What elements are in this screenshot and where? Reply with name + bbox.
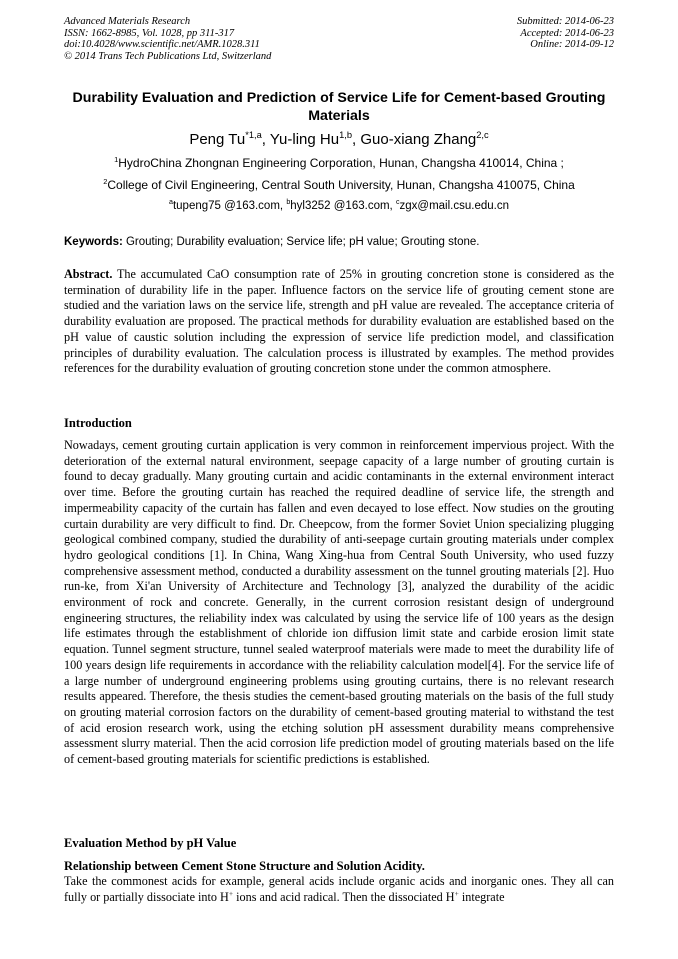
author-superscript: 1,b xyxy=(339,130,352,140)
email-superscript: c xyxy=(395,198,400,207)
online-date: Online: 2014-09-12 xyxy=(530,39,614,50)
subsection-heading: Relationship between Cement Stone Structure and Solution Acidity. xyxy=(64,859,425,873)
abstract-text: The accumulated CaO consumption rate of 25% in grouting concretion stone is considered as the termination of durability life in the paper. Influence factors on the service life of grouting cement stone are studied and the variation laws on the service life, strength and pH value are revealed. The acceptance criteria of durability evaluation are proposed. The practical methods for durability evaluation are established based on the pH value of caustic solution including the expression of service life prediction model, and classification principles of durability evaluation. The calculation process is illustrated by examples. The method provides references for the durability evaluation of grouting concretion stone under the common atmosphere. xyxy=(64,267,614,376)
superscript: + xyxy=(228,888,234,898)
affiliation-superscript: 2 xyxy=(103,177,108,186)
introduction-heading: Introduction xyxy=(64,416,132,430)
affiliation-2 xyxy=(64,178,614,192)
affiliation-text: College of Civil Engineering, Central South University, Hunan, Changsha 410075, China xyxy=(107,178,575,192)
author-list: Peng Tu$^{*1,a}$, Yu-ling Hu$^{1,b}$, Guo-xiang Zhang$^{2,c}$ xyxy=(189,130,489,148)
affiliation-superscript: 1 xyxy=(114,155,119,164)
email-superscript: b xyxy=(286,198,291,207)
author-emails xyxy=(64,199,614,213)
doi: doi:10.4028/www.scientific.net/AMR.1028.311 xyxy=(64,39,260,50)
email-superscript: a xyxy=(169,198,173,207)
issn: ISSN: 1662-8985, Vol. 1028, pp 311-317 xyxy=(64,27,235,39)
affiliation-1 xyxy=(64,156,614,170)
section-heading: Evaluation Method by pH Value xyxy=(64,836,237,850)
email-text: hyl3252 @163.com, xyxy=(290,200,396,212)
section-text-part: Take the commonest acids for example, general acids include organic acids and inorganic ones. They all can fully or partially dissociate into H xyxy=(64,874,614,904)
superscript: + xyxy=(454,888,459,898)
author-name: Peng Tu xyxy=(189,131,246,148)
keywords xyxy=(64,235,614,249)
section-text xyxy=(64,874,614,905)
author-name: Guo-xiang Zhang xyxy=(360,131,477,148)
abstract-label: Abstract. xyxy=(64,267,113,281)
copyright: © 2014 Trans Tech Publications Ltd, Switzerland xyxy=(64,50,272,62)
submitted-date: Submitted: 2014-06-23 xyxy=(516,16,614,27)
keywords-label: Keywords: xyxy=(64,236,123,248)
introduction-text: Nowadays, cement grouting curtain application is very common in reinforcement impervious project. With the deterioration of the external natural environment, seepage capacity of a large number of grouting curtain is found to decay gradually. Many grouting curtain and acidic contaminants in the external environment interact over time. Before the grouting curtain has reached the required deadline of service life, the strength and impermeability capacity of the curtain has fallen and even decayed to lose effect. Now studies on the grouting curtain durability are very difficult to find. Dr. Cheepcow, from the former Soviet Union specializing plugging geological combined company, studied the durability of anti-seepage curtain grouting materials under complex hydro geological conditions [1]. In China, Wang Xing-hua from Central South University, who used fuzzy comprehensive assessment method, conducted a durability assessment on the tunnel grouting materials [2]. Huo run-ke, from Xi'an University of Architecture and Technology [3], analyzed the durability of the acidic environment of rock and concrete. Generally, in the current corrosion resistant design of underground engineering structures, the reliability index was calculated by using the service life of 100 years as the design life estimates through the establishment of chloride ion diffusion limit state and carbide erosion limit state equation. Tunnel segment structure, tunnel sealed waterproof materials were made to meet the durability life of 100 years design life requirements in accordance with the reliability calculation model[4]. For the service life of a large number of underground engineering problems using grouting curtains, there is no relevant research results appeared. Therefore, the thesis studies the cement-based grouting materials on the basis of the full study on grouting material corrosion factors on the durability of cement-based grouting material to withstand the test of acid erosion research work, using the etching solution pH assessment durability means comprehensive assessment slurry material. Then the acid corrosion life prediction model of grouting materials based on the life of cement-based grouting materials for scientific predictions is established. xyxy=(64,438,614,767)
accepted-date: Accepted: 2014-06-23 xyxy=(520,27,614,39)
email-text: tupeng75 @163.com, xyxy=(172,200,287,212)
section-text-part: ions and acid radical. Then the dissociated H xyxy=(233,889,455,904)
author-superscript: *1,a xyxy=(245,130,262,140)
journal-name: Advanced Materials Research xyxy=(64,16,191,27)
email-text: zgx@mail.csu.edu.cn xyxy=(399,200,509,212)
author-superscript: 2,c xyxy=(476,130,489,140)
paper-title: Durability Evaluation and Prediction of Service Life for Cement-based Grouting Materials xyxy=(72,90,606,124)
affiliation-text: HydroChina Zhongnan Engineering Corporation, Hunan, Changsha 410014, China ; xyxy=(118,156,564,170)
keywords-text: Grouting; Durability evaluation; Service life; pH value; Grouting stone. xyxy=(122,236,480,248)
journal-info xyxy=(64,16,271,62)
publication-dates xyxy=(517,16,614,51)
author-name: Yu-ling Hu xyxy=(269,131,340,148)
section-text-part: integrate xyxy=(458,889,505,904)
abstract xyxy=(64,267,614,377)
